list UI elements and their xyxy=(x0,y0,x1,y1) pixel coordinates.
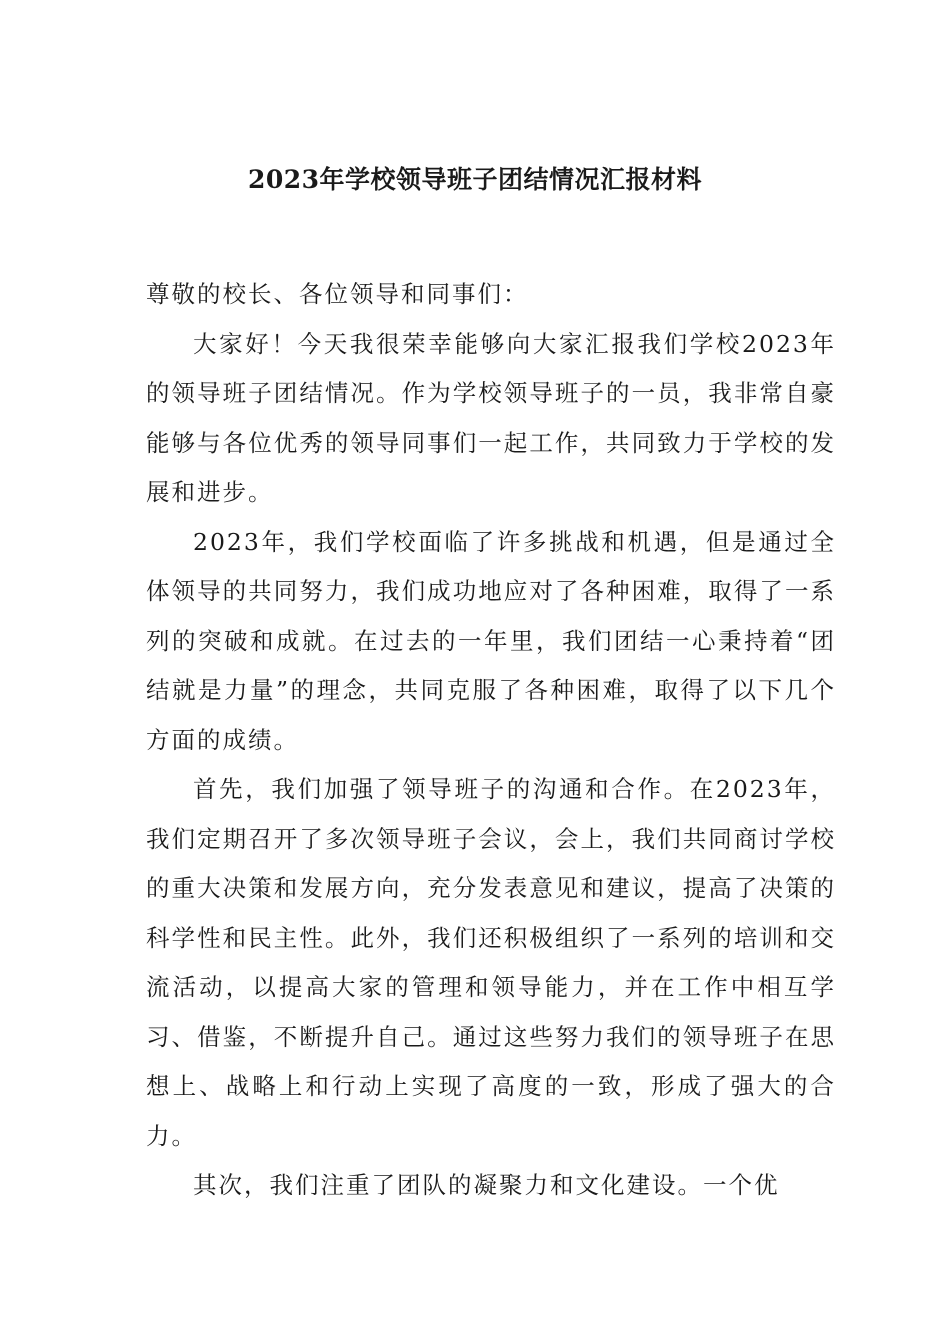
document-body xyxy=(146,270,836,1211)
document-title: 2023年学校领导班子团结情况汇报材料 xyxy=(247,165,703,194)
paragraph-1: 大家好！今天我很荣幸能够向大家汇报我们学校2023年的领导班子团结情况。作为学校领导班子的一员，我非常自豪能够与各位优秀的领导同事们一起工作，共同致力于学校的发展和进步。 xyxy=(146,329,836,506)
paragraph-4: 其次，我们注重了团队的凝聚力和文化建设。一个优 xyxy=(193,1171,780,1199)
paragraph-2: 2023年，我们学校面临了许多挑战和机遇，但是通过全体领导的共同努力，我们成功地应对了各种困难，取得了一系列的突破和成就。在过去的一年里，我们团结一心秉持着“团结就是力量”的理念，共同克服了各种困难，取得了以下几个方面的成绩。 xyxy=(146,527,836,754)
paragraph-3: 首先，我们加强了领导班子的沟通和合作。在2023年，我们定期召开了多次领导班子会议，会上，我们共同商讨学校的重大决策和发展方向，充分发表意见和建议，提高了决策的科学性和民主性。此外，我们还积极组织了一系列的培训和交流活动，以提高大家的管理和领导能力，并在工作中相互学习、借鉴，不断提升自己。通过这些努力我们的领导班子在思想上、战略上和行动上实现了高度的一致，形成了强大的合力。 xyxy=(146,775,836,1150)
salutation: 尊敬的校长、各位领导和同事们： xyxy=(146,280,529,308)
